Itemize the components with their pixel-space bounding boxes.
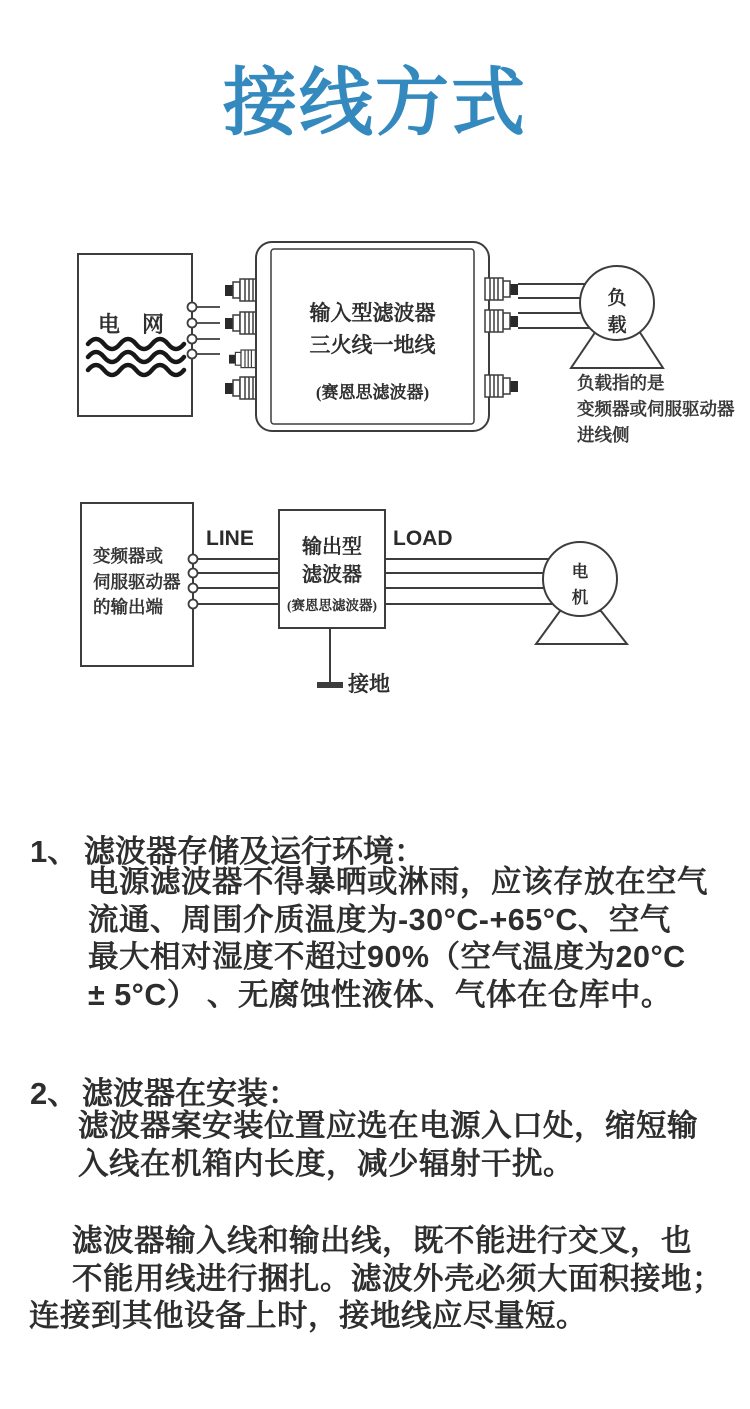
drive-output-label xyxy=(93,544,181,621)
wave-lines-icon xyxy=(88,339,184,375)
ground-symbol-icon xyxy=(317,628,343,685)
page-title: 接线方式 xyxy=(223,61,527,144)
section-2-heading: 滤波器在安装： xyxy=(82,1076,299,1111)
input-filter-brand: (赛恩思滤波器) xyxy=(315,383,430,402)
motor-label-1: 电 xyxy=(571,563,589,581)
section-2-line: 滤波器案安装位置应选在电源入口处，缩短输 xyxy=(78,1109,698,1143)
section-1-line: 最大相对湿度不超过90%（空气温度为20°C xyxy=(88,940,686,974)
section-2-body xyxy=(78,1108,698,1183)
load-note-line: 进线侧 xyxy=(577,425,630,445)
motor-label-2: 机 xyxy=(571,589,589,607)
load-wires-2 xyxy=(385,559,562,604)
output-filter-name-2: 滤波器 xyxy=(302,564,362,586)
section-1-line: 流通、周围介质温度为-30°C-+65°C、空气 xyxy=(88,902,671,937)
input-filter-name: 输入型滤波器 xyxy=(309,302,436,325)
note-line: 滤波器输入线和输出线，既不能进行交叉，也 xyxy=(72,1224,692,1258)
note-line: 连接到其他设备上时，接地线应尽量短。 xyxy=(29,1299,587,1333)
output-filter-brand: (赛恩思滤波器) xyxy=(287,598,377,613)
drive-output-line: 伺服驱动器 xyxy=(93,571,181,592)
section-2-number: 2、 xyxy=(30,1076,79,1111)
section-1-line: ± 5°C） 、无腐蚀性液体、气体在仓库中。 xyxy=(88,977,672,1012)
drive-output-line: 变频器或 xyxy=(93,546,163,566)
load-circle-label-2: 载 xyxy=(607,315,627,336)
output-filter-name-1: 输出型 xyxy=(302,536,362,558)
section-1-body xyxy=(88,864,708,1014)
load-circle-label-1: 负 xyxy=(607,288,627,309)
section-1-heading: 滤波器存储及运行环境： xyxy=(84,834,425,869)
section-1-line: 电源滤波器不得暴晒或淋雨，应该存放在空气 xyxy=(88,865,708,899)
input-filter-left-glands xyxy=(225,279,258,399)
power-grid-label: 电 网 xyxy=(98,312,165,337)
input-filter-subtitle: 三火线一地线 xyxy=(309,334,436,357)
ground-label: 接地 xyxy=(348,673,390,696)
drive-output-line: 的输出端 xyxy=(93,597,163,617)
load-note-line: 变频器或伺服驱动器 xyxy=(577,399,735,419)
load-note-line: 负载指的是 xyxy=(577,373,665,393)
section-2-line: 入线在机箱内长度，减少辐射干扰。 xyxy=(78,1146,574,1181)
line-wire-label: LINE xyxy=(206,527,254,550)
load-note xyxy=(577,370,735,448)
section-1-number: 1、 xyxy=(30,834,79,869)
note-line: 不能用线进行捆扎。滤波外壳必须大面积接地； xyxy=(72,1262,723,1296)
load-wire-label: LOAD xyxy=(393,527,453,550)
line-wires xyxy=(198,559,279,604)
